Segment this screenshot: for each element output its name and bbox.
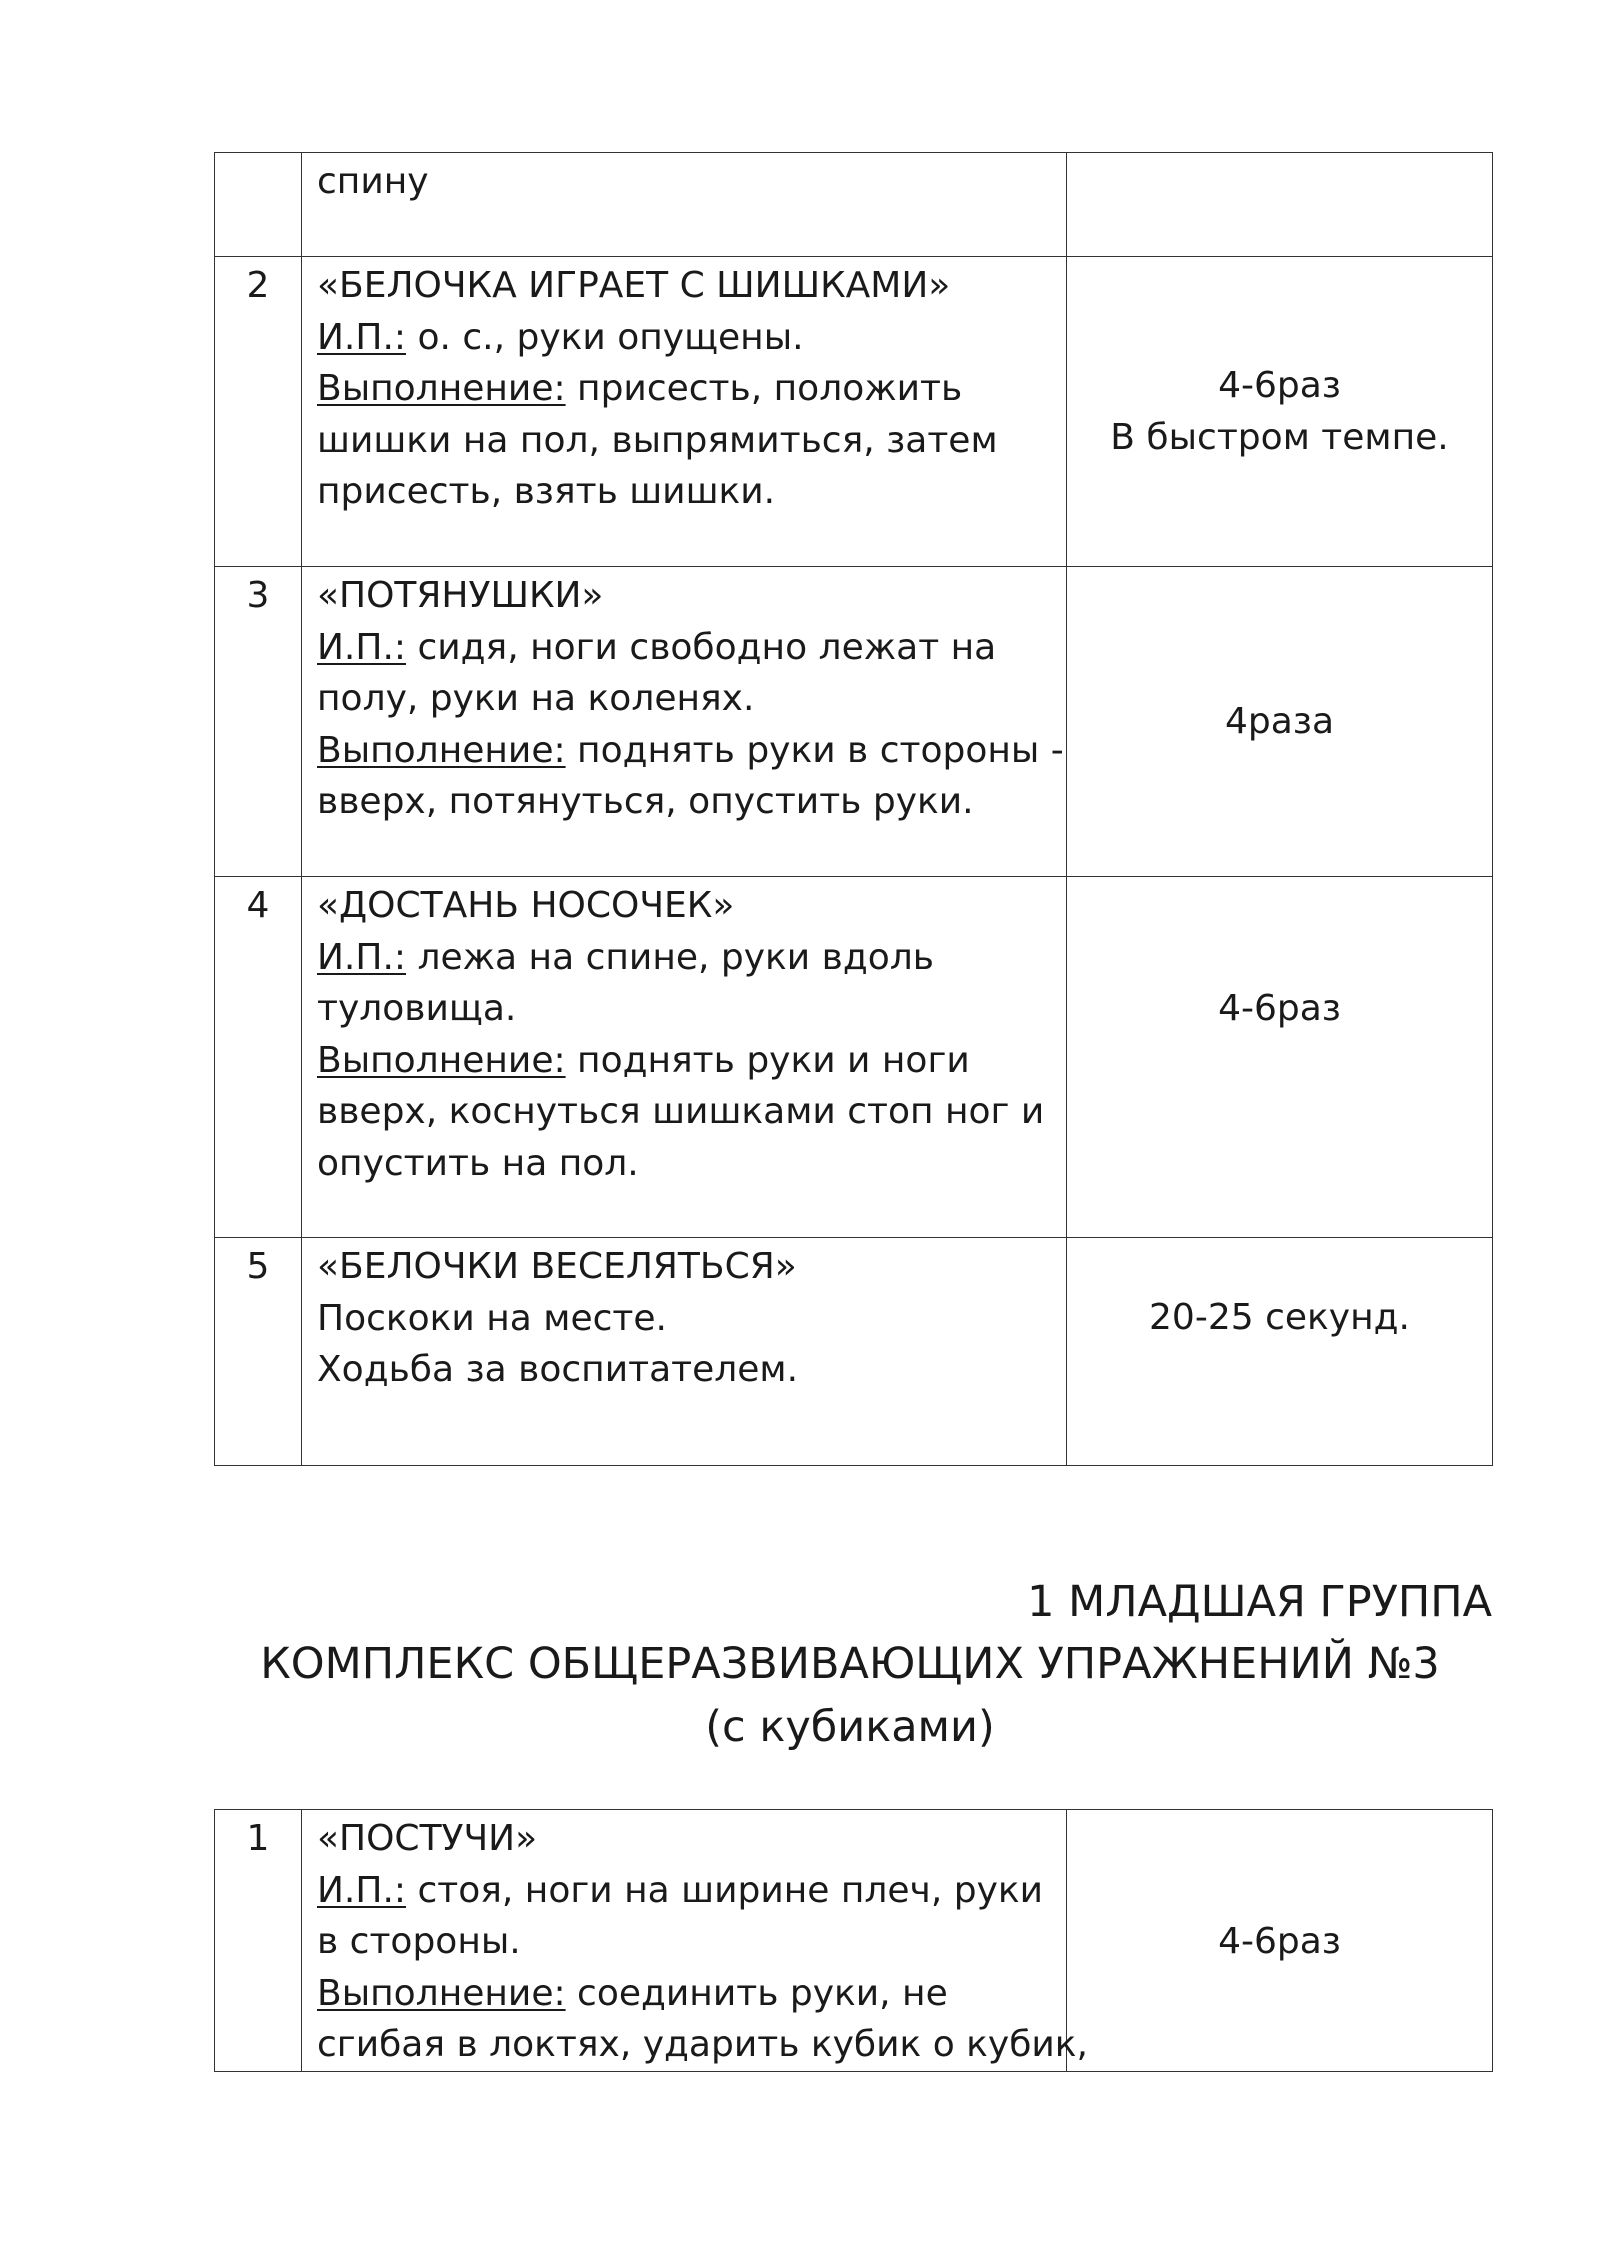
table-row [215,877,1493,1238]
exercise-description [302,877,1067,1238]
exercise-title: «ПОСТУЧИ» [317,1818,538,1859]
start-position-text: лежа на спине, руки вдоль [406,936,934,978]
start-position-label: И.П.: [317,1869,407,1911]
start-position-text: сидя, ноги свободно лежат на [406,626,997,668]
start-position-text: в стороны. [317,1921,521,1962]
execution-text: поднять руки и ноги [565,1039,970,1081]
exercise-description [302,153,1067,257]
exercise-dosage [1067,567,1493,877]
execution-text: соединить руки, не [565,1972,948,2014]
execution-text: опустить на пол. [317,1142,639,1184]
exercise-dosage [1067,257,1493,567]
exercise-table [214,152,1493,1466]
equipment-heading: (с кубиками) [705,1702,995,1752]
start-position-text: о. с., руки опущены. [406,316,804,358]
exercise-title: «БЕЛОЧКА ИГРАЕТ С ШИШКАМИ» [317,265,951,306]
table-row [215,153,1493,257]
execution-label: Выполнение: [317,1039,566,1081]
continuation-text: спину [317,161,429,202]
exercise-dosage [1067,877,1493,1238]
exercise-dosage [1067,1238,1493,1466]
execution-label: Выполнение: [317,1972,566,2014]
exercise-number: 4 [215,877,302,1238]
exercise-text: Ходьба за воспитателем. [317,1349,799,1390]
complex-heading: КОМПЛЕКС ОБЩЕРАЗВИВАЮЩИХ УПРАЖНЕНИЙ №3 [260,1639,1440,1689]
dosage-text: 4-6раз [1218,988,1341,1029]
exercise-dosage [1067,1810,1493,2072]
execution-label: Выполнение: [317,729,566,771]
start-position-text: стоя, ноги на ширине плеч, руки [406,1869,1044,1911]
execution-text: поднять руки в стороны - [565,729,1064,771]
exercise-number: 2 [215,257,302,567]
exercise-dosage [1067,153,1493,257]
group-heading: 1 МЛАДШАЯ ГРУППА [1027,1577,1492,1627]
table-row [215,1810,1493,2072]
start-position-label: И.П.: [317,316,407,358]
start-position-label: И.П.: [317,626,407,668]
exercise-number [215,153,302,257]
table-row [215,567,1493,877]
exercise-description [302,1238,1067,1466]
exercise-number: 5 [215,1238,302,1466]
exercise-description [302,567,1067,877]
table-row [215,257,1493,567]
dosage-text: 4-6раз [1218,365,1341,406]
execution-text: сгибая в локтях, ударить кубик о кубик, [317,2024,1088,2065]
execution-text: присесть, взять шишки. [317,471,776,512]
exercise-title: «ПОТЯНУШКИ» [317,575,604,616]
exercise-number: 1 [215,1810,302,2072]
dosage-note: В быстром темпе. [1110,416,1449,458]
execution-label: Выполнение: [317,368,566,409]
exercise-table [214,1809,1493,2072]
start-position-label: И.П.: [317,936,407,978]
dosage-text: 20-25 секунд. [1149,1297,1410,1338]
exercise-description [302,257,1067,567]
dosage-text: 4раза [1224,700,1335,742]
execution-text: присесть, положить [565,368,963,409]
start-position-text: туловища. [317,988,517,1029]
exercise-text: Поскоки на месте. [317,1297,667,1339]
execution-text: вверх, коснуться шишками стоп ног и [317,1091,1045,1132]
execution-text: вверх, потянуться, опустить руки. [317,781,974,822]
exercise-title: «БЕЛОЧКИ ВЕСЕЛЯТЬСЯ» [317,1246,797,1287]
start-position-text: полу, руки на коленях. [317,678,755,719]
table-row [215,1238,1493,1466]
execution-text: шишки на пол, выпрямиться, затем [317,419,998,461]
dosage-text: 4-6раз [1218,1921,1341,1962]
exercise-number: 3 [215,567,302,877]
exercise-title: «ДОСТАНЬ НОСОЧЕК» [317,885,735,926]
exercise-description [302,1810,1088,2072]
